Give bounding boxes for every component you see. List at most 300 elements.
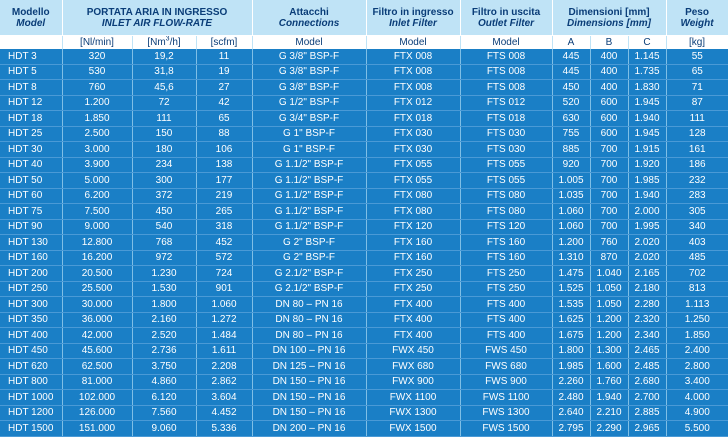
cell-outlet-filter: FTS 008 — [460, 49, 552, 64]
cell-flow-nm3h: 1.800 — [132, 297, 196, 313]
cell-weight: 5.500 — [666, 421, 728, 437]
cell-outlet-filter: FTS 160 — [460, 235, 552, 251]
cell-flow-nm3h: 6.120 — [132, 390, 196, 406]
cell-dim-b: 700 — [590, 219, 628, 235]
cell-connection: G 3/8" BSP-F — [252, 64, 366, 80]
table-row — [0, 142, 728, 158]
table-row — [0, 405, 728, 421]
cell-flow-nm3h: 300 — [132, 173, 196, 189]
cell-flow-nm3h: 1.530 — [132, 281, 196, 297]
cell-flow-nlmin: 25.500 — [62, 281, 132, 297]
cell-dim-c: 2.000 — [628, 204, 666, 220]
table-row — [0, 312, 728, 328]
cell-inlet-filter: FTX 160 — [366, 235, 460, 251]
cell-flow-nlmin: 102.000 — [62, 390, 132, 406]
cell-model: HDT 350 — [0, 312, 62, 328]
cell-flow-nlmin: 62.500 — [62, 359, 132, 375]
cell-inlet-filter: FTX 400 — [366, 297, 460, 313]
cell-flow-nlmin: 3.000 — [62, 142, 132, 158]
cell-flow-nlmin: 16.200 — [62, 250, 132, 266]
cell-outlet-filter: FTS 400 — [460, 328, 552, 344]
cell-weight: 232 — [666, 173, 728, 189]
cell-dim-a: 1.310 — [552, 250, 590, 266]
cell-flow-nm3h: 234 — [132, 157, 196, 173]
table-row — [0, 421, 728, 437]
cell-model: HDT 3 — [0, 49, 62, 64]
subheader-dim-c: C — [628, 36, 666, 50]
cell-inlet-filter: FWX 1100 — [366, 390, 460, 406]
cell-flow-nm3h: 7.560 — [132, 405, 196, 421]
subheader-dim-b: B — [590, 36, 628, 50]
cell-dim-c: 1.945 — [628, 126, 666, 142]
cell-dim-c: 1.940 — [628, 188, 666, 204]
cell-dim-a: 1.035 — [552, 188, 590, 204]
cell-model: HDT 1500 — [0, 421, 62, 437]
cell-weight: 4.000 — [666, 390, 728, 406]
cell-weight: 3.400 — [666, 374, 728, 390]
cell-flow-nm3h: 2.160 — [132, 312, 196, 328]
table-row — [0, 111, 728, 127]
table-row — [0, 297, 728, 313]
cell-model: HDT 25 — [0, 126, 62, 142]
cell-weight: 485 — [666, 250, 728, 266]
cell-model: HDT 130 — [0, 235, 62, 251]
table-row — [0, 359, 728, 375]
cell-outlet-filter: FWS 1500 — [460, 421, 552, 437]
cell-flow-nm3h: 19,2 — [132, 49, 196, 64]
cell-dim-b: 700 — [590, 142, 628, 158]
cell-dim-a: 1.800 — [552, 343, 590, 359]
cell-outlet-filter: FTS 160 — [460, 250, 552, 266]
cell-inlet-filter: FWX 1500 — [366, 421, 460, 437]
cell-dim-b: 1.300 — [590, 343, 628, 359]
cell-dim-c: 2.020 — [628, 235, 666, 251]
cell-outlet-filter: FWS 680 — [460, 359, 552, 375]
cell-dim-c: 2.885 — [628, 405, 666, 421]
cell-flow-scfm: 4.452 — [196, 405, 252, 421]
cell-dim-a: 450 — [552, 80, 590, 96]
cell-dim-c: 1.830 — [628, 80, 666, 96]
cell-dim-b: 2.210 — [590, 405, 628, 421]
cell-flow-nlmin: 9.000 — [62, 219, 132, 235]
table-row — [0, 266, 728, 282]
cell-model: HDT 40 — [0, 157, 62, 173]
table-row — [0, 49, 728, 64]
cell-connection: G 3/8" BSP-F — [252, 49, 366, 64]
cell-flow-nm3h: 3.750 — [132, 359, 196, 375]
cell-outlet-filter: FTS 250 — [460, 281, 552, 297]
cell-inlet-filter: FTX 080 — [366, 204, 460, 220]
cell-inlet-filter: FWX 450 — [366, 343, 460, 359]
cell-dim-a: 1.060 — [552, 204, 590, 220]
cell-outlet-filter: FWS 900 — [460, 374, 552, 390]
cell-outlet-filter: FTS 080 — [460, 204, 552, 220]
cell-dim-b: 1.200 — [590, 312, 628, 328]
table-row — [0, 328, 728, 344]
cell-dim-a: 2.795 — [552, 421, 590, 437]
cell-inlet-filter: FTX 120 — [366, 219, 460, 235]
cell-flow-scfm: 3.604 — [196, 390, 252, 406]
cell-model: HDT 450 — [0, 343, 62, 359]
cell-model: HDT 90 — [0, 219, 62, 235]
cell-model: HDT 200 — [0, 266, 62, 282]
cell-model: HDT 300 — [0, 297, 62, 313]
cell-flow-scfm: 572 — [196, 250, 252, 266]
cell-dim-c: 2.965 — [628, 421, 666, 437]
cell-outlet-filter: FTS 030 — [460, 126, 552, 142]
header-weight: Peso Weight — [666, 0, 728, 36]
cell-flow-nlmin: 6.200 — [62, 188, 132, 204]
cell-connection: DN 100 – PN 16 — [252, 343, 366, 359]
cell-inlet-filter: FTX 250 — [366, 281, 460, 297]
cell-connection: G 1.1/2" BSP-F — [252, 188, 366, 204]
cell-flow-scfm: 1.272 — [196, 312, 252, 328]
cell-connection: G 1/2" BSP-F — [252, 95, 366, 111]
cell-connection: DN 200 – PN 16 — [252, 421, 366, 437]
cell-flow-nlmin: 3.900 — [62, 157, 132, 173]
cell-dim-c: 2.465 — [628, 343, 666, 359]
cell-model: HDT 5 — [0, 64, 62, 80]
cell-connection: G 1.1/2" BSP-F — [252, 204, 366, 220]
cell-weight: 1.113 — [666, 297, 728, 313]
cell-dim-b: 400 — [590, 49, 628, 64]
table-row — [0, 188, 728, 204]
table-row — [0, 343, 728, 359]
cell-weight: 1.250 — [666, 312, 728, 328]
cell-model: HDT 30 — [0, 142, 62, 158]
cell-dim-a: 1.535 — [552, 297, 590, 313]
cell-outlet-filter: FTS 018 — [460, 111, 552, 127]
cell-flow-nlmin: 151.000 — [62, 421, 132, 437]
cell-inlet-filter: FTX 400 — [366, 312, 460, 328]
cell-model: HDT 160 — [0, 250, 62, 266]
cell-dim-a: 1.475 — [552, 266, 590, 282]
cell-flow-scfm: 724 — [196, 266, 252, 282]
cell-model: HDT 75 — [0, 204, 62, 220]
cell-dim-c: 1.915 — [628, 142, 666, 158]
cell-flow-nlmin: 126.000 — [62, 405, 132, 421]
cell-inlet-filter: FWX 1300 — [366, 405, 460, 421]
cell-dim-c: 1.985 — [628, 173, 666, 189]
cell-inlet-filter: FTX 030 — [366, 126, 460, 142]
cell-dim-b: 700 — [590, 188, 628, 204]
cell-connection: G 2" BSP-F — [252, 235, 366, 251]
cell-outlet-filter: FWS 450 — [460, 343, 552, 359]
cell-connection: DN 125 – PN 16 — [252, 359, 366, 375]
table-row — [0, 235, 728, 251]
cell-weight: 1.850 — [666, 328, 728, 344]
cell-flow-nlmin: 5.000 — [62, 173, 132, 189]
cell-dim-a: 445 — [552, 64, 590, 80]
cell-weight: 87 — [666, 95, 728, 111]
cell-dim-a: 2.640 — [552, 405, 590, 421]
cell-dim-c: 2.280 — [628, 297, 666, 313]
cell-flow-nlmin: 7.500 — [62, 204, 132, 220]
cell-connection: DN 150 – PN 16 — [252, 374, 366, 390]
cell-dim-b: 700 — [590, 173, 628, 189]
cell-outlet-filter: FTS 030 — [460, 142, 552, 158]
cell-connection: G 1" BSP-F — [252, 126, 366, 142]
cell-dim-b: 1.050 — [590, 297, 628, 313]
table-row — [0, 173, 728, 189]
cell-dim-b: 600 — [590, 126, 628, 142]
header-connections: Attacchi Connections — [252, 0, 366, 36]
cell-model: HDT 8 — [0, 80, 62, 96]
cell-inlet-filter: FTX 160 — [366, 250, 460, 266]
cell-outlet-filter: FTS 400 — [460, 297, 552, 313]
cell-dim-c: 2.680 — [628, 374, 666, 390]
subheader-row — [0, 36, 728, 50]
cell-outlet-filter: FWS 1300 — [460, 405, 552, 421]
cell-connection: G 1" BSP-F — [252, 142, 366, 158]
cell-flow-nm3h: 4.860 — [132, 374, 196, 390]
cell-dim-a: 2.260 — [552, 374, 590, 390]
cell-flow-nm3h: 972 — [132, 250, 196, 266]
cell-flow-nlmin: 30.000 — [62, 297, 132, 313]
cell-dim-c: 1.920 — [628, 157, 666, 173]
cell-flow-scfm: 88 — [196, 126, 252, 142]
header-flow-rate: PORTATA ARIA IN INGRESSO INLET AIR FLOW-RATE — [62, 0, 252, 36]
cell-inlet-filter: FTX 008 — [366, 80, 460, 96]
cell-weight: 283 — [666, 188, 728, 204]
cell-model: HDT 800 — [0, 374, 62, 390]
cell-dim-b: 700 — [590, 157, 628, 173]
cell-outlet-filter: FTS 008 — [460, 64, 552, 80]
subheader-dim-a: A — [552, 36, 590, 50]
cell-dim-b: 1.600 — [590, 359, 628, 375]
cell-flow-nlmin: 530 — [62, 64, 132, 80]
cell-weight: 4.900 — [666, 405, 728, 421]
cell-dim-c: 1.945 — [628, 95, 666, 111]
cell-dim-a: 1.985 — [552, 359, 590, 375]
cell-dim-b: 400 — [590, 64, 628, 80]
cell-dim-b: 600 — [590, 95, 628, 111]
cell-flow-scfm: 219 — [196, 188, 252, 204]
cell-flow-scfm: 318 — [196, 219, 252, 235]
header-dimensions: Dimensioni [mm] Dimensions [mm] — [552, 0, 666, 36]
cell-connection: DN 80 – PN 16 — [252, 328, 366, 344]
cell-inlet-filter: FTX 055 — [366, 173, 460, 189]
cell-flow-scfm: 11 — [196, 49, 252, 64]
cell-flow-nm3h: 540 — [132, 219, 196, 235]
cell-dim-b: 1.200 — [590, 328, 628, 344]
cell-outlet-filter: FTS 080 — [460, 188, 552, 204]
cell-dim-b: 1.760 — [590, 374, 628, 390]
cell-inlet-filter: FWX 900 — [366, 374, 460, 390]
cell-model: HDT 1000 — [0, 390, 62, 406]
header-outlet-filter: Filtro in uscita Outlet Filter — [460, 0, 552, 36]
cell-outlet-filter: FTS 400 — [460, 312, 552, 328]
cell-flow-scfm: 2.208 — [196, 359, 252, 375]
subheader-scfm: [scfm] — [196, 36, 252, 50]
table-row — [0, 64, 728, 80]
cell-flow-nlmin: 2.500 — [62, 126, 132, 142]
cell-flow-scfm: 1.484 — [196, 328, 252, 344]
cell-flow-nlmin: 36.000 — [62, 312, 132, 328]
cell-outlet-filter: FTS 120 — [460, 219, 552, 235]
table-row — [0, 219, 728, 235]
cell-dim-b: 1.050 — [590, 281, 628, 297]
cell-dim-c: 2.180 — [628, 281, 666, 297]
cell-model: HDT 12 — [0, 95, 62, 111]
cell-dim-c: 1.940 — [628, 111, 666, 127]
cell-dim-a: 520 — [552, 95, 590, 111]
cell-flow-scfm: 177 — [196, 173, 252, 189]
cell-flow-scfm: 106 — [196, 142, 252, 158]
cell-dim-b: 600 — [590, 111, 628, 127]
cell-weight: 403 — [666, 235, 728, 251]
cell-dim-b: 1.040 — [590, 266, 628, 282]
cell-flow-scfm: 65 — [196, 111, 252, 127]
cell-flow-nlmin: 1.200 — [62, 95, 132, 111]
cell-dim-c: 2.320 — [628, 312, 666, 328]
cell-flow-nm3h: 72 — [132, 95, 196, 111]
header-row — [0, 0, 728, 36]
cell-outlet-filter: FWS 1100 — [460, 390, 552, 406]
cell-model: HDT 250 — [0, 281, 62, 297]
table-row — [0, 374, 728, 390]
header-inlet-filter: Filtro in ingresso Inlet Filter — [366, 0, 460, 36]
cell-weight: 186 — [666, 157, 728, 173]
cell-model: HDT 1200 — [0, 405, 62, 421]
table-body — [0, 49, 728, 436]
table-row — [0, 126, 728, 142]
cell-inlet-filter: FWX 680 — [366, 359, 460, 375]
cell-flow-scfm: 27 — [196, 80, 252, 96]
cell-flow-nlmin: 1.850 — [62, 111, 132, 127]
cell-dim-a: 2.480 — [552, 390, 590, 406]
cell-model: HDT 400 — [0, 328, 62, 344]
cell-model: HDT 60 — [0, 188, 62, 204]
cell-connection: DN 150 – PN 16 — [252, 390, 366, 406]
cell-weight: 55 — [666, 49, 728, 64]
table-row — [0, 157, 728, 173]
table-row — [0, 80, 728, 96]
cell-flow-scfm: 1.060 — [196, 297, 252, 313]
cell-dim-a: 1.005 — [552, 173, 590, 189]
cell-flow-nm3h: 768 — [132, 235, 196, 251]
cell-flow-scfm: 42 — [196, 95, 252, 111]
cell-model: HDT 50 — [0, 173, 62, 189]
table-row — [0, 250, 728, 266]
cell-dim-a: 1.060 — [552, 219, 590, 235]
cell-flow-nlmin: 760 — [62, 80, 132, 96]
cell-outlet-filter: FTS 250 — [460, 266, 552, 282]
cell-flow-nlmin: 81.000 — [62, 374, 132, 390]
cell-dim-a: 1.525 — [552, 281, 590, 297]
cell-inlet-filter: FTX 008 — [366, 64, 460, 80]
cell-weight: 702 — [666, 266, 728, 282]
cell-inlet-filter: FTX 018 — [366, 111, 460, 127]
cell-flow-scfm: 265 — [196, 204, 252, 220]
subheader-outlet-model: Model — [460, 36, 552, 50]
cell-flow-nm3h: 2.520 — [132, 328, 196, 344]
cell-outlet-filter: FTS 055 — [460, 157, 552, 173]
subheader-conn-model: Model — [252, 36, 366, 50]
cell-weight: 128 — [666, 126, 728, 142]
cell-connection: G 1.1/2" BSP-F — [252, 219, 366, 235]
cell-flow-nm3h: 111 — [132, 111, 196, 127]
cell-flow-nm3h: 1.230 — [132, 266, 196, 282]
subheader-empty — [0, 36, 62, 50]
cell-flow-scfm: 2.862 — [196, 374, 252, 390]
cell-dim-c: 2.020 — [628, 250, 666, 266]
table-row — [0, 95, 728, 111]
cell-connection: DN 80 – PN 16 — [252, 297, 366, 313]
cell-weight: 2.800 — [666, 359, 728, 375]
cell-dim-c: 1.145 — [628, 49, 666, 64]
cell-weight: 65 — [666, 64, 728, 80]
cell-flow-scfm: 1.611 — [196, 343, 252, 359]
cell-inlet-filter: FTX 012 — [366, 95, 460, 111]
cell-dim-c: 1.995 — [628, 219, 666, 235]
cell-dim-c: 2.340 — [628, 328, 666, 344]
cell-model: HDT 620 — [0, 359, 62, 375]
cell-connection: DN 80 – PN 16 — [252, 312, 366, 328]
table-row — [0, 281, 728, 297]
cell-inlet-filter: FTX 030 — [366, 142, 460, 158]
cell-weight: 161 — [666, 142, 728, 158]
cell-dim-b: 700 — [590, 204, 628, 220]
table-row — [0, 204, 728, 220]
cell-weight: 111 — [666, 111, 728, 127]
cell-flow-nm3h: 450 — [132, 204, 196, 220]
cell-connection: G 2.1/2" BSP-F — [252, 266, 366, 282]
cell-flow-nlmin: 12.800 — [62, 235, 132, 251]
cell-dim-b: 2.290 — [590, 421, 628, 437]
cell-dim-a: 885 — [552, 142, 590, 158]
cell-dim-a: 1.625 — [552, 312, 590, 328]
cell-weight: 305 — [666, 204, 728, 220]
cell-inlet-filter: FTX 055 — [366, 157, 460, 173]
cell-flow-nm3h: 45,6 — [132, 80, 196, 96]
subheader-nm3h: [Nm$^3$/h] — [132, 36, 196, 50]
cell-dim-b: 400 — [590, 80, 628, 96]
cell-flow-scfm: 901 — [196, 281, 252, 297]
cell-flow-nm3h: 31,8 — [132, 64, 196, 80]
cell-dim-a: 920 — [552, 157, 590, 173]
cell-inlet-filter: FTX 080 — [366, 188, 460, 204]
cell-connection: G 3/4" BSP-F — [252, 111, 366, 127]
cell-connection: G 3/8" BSP-F — [252, 80, 366, 96]
cell-flow-scfm: 452 — [196, 235, 252, 251]
cell-flow-nm3h: 150 — [132, 126, 196, 142]
cell-flow-scfm: 5.336 — [196, 421, 252, 437]
header-model: Modello Model — [0, 0, 62, 36]
cell-dim-c: 2.700 — [628, 390, 666, 406]
cell-dim-c: 2.485 — [628, 359, 666, 375]
subheader-nlmin: [Nl/min] — [62, 36, 132, 50]
subheader-kg: [kg] — [666, 36, 728, 50]
cell-weight: 813 — [666, 281, 728, 297]
cell-flow-nm3h: 180 — [132, 142, 196, 158]
cell-model: HDT 18 — [0, 111, 62, 127]
cell-dim-a: 630 — [552, 111, 590, 127]
cell-flow-nm3h: 9.060 — [132, 421, 196, 437]
cell-connection: G 1.1/2" BSP-F — [252, 157, 366, 173]
cell-dim-c: 2.165 — [628, 266, 666, 282]
cell-dim-a: 445 — [552, 49, 590, 64]
cell-outlet-filter: FTS 008 — [460, 80, 552, 96]
cell-outlet-filter: FTS 012 — [460, 95, 552, 111]
cell-weight: 340 — [666, 219, 728, 235]
cell-flow-scfm: 138 — [196, 157, 252, 173]
cell-dim-a: 1.675 — [552, 328, 590, 344]
cell-flow-scfm: 19 — [196, 64, 252, 80]
cell-flow-nlmin: 320 — [62, 49, 132, 64]
cell-dim-b: 1.940 — [590, 390, 628, 406]
cell-dim-a: 1.200 — [552, 235, 590, 251]
